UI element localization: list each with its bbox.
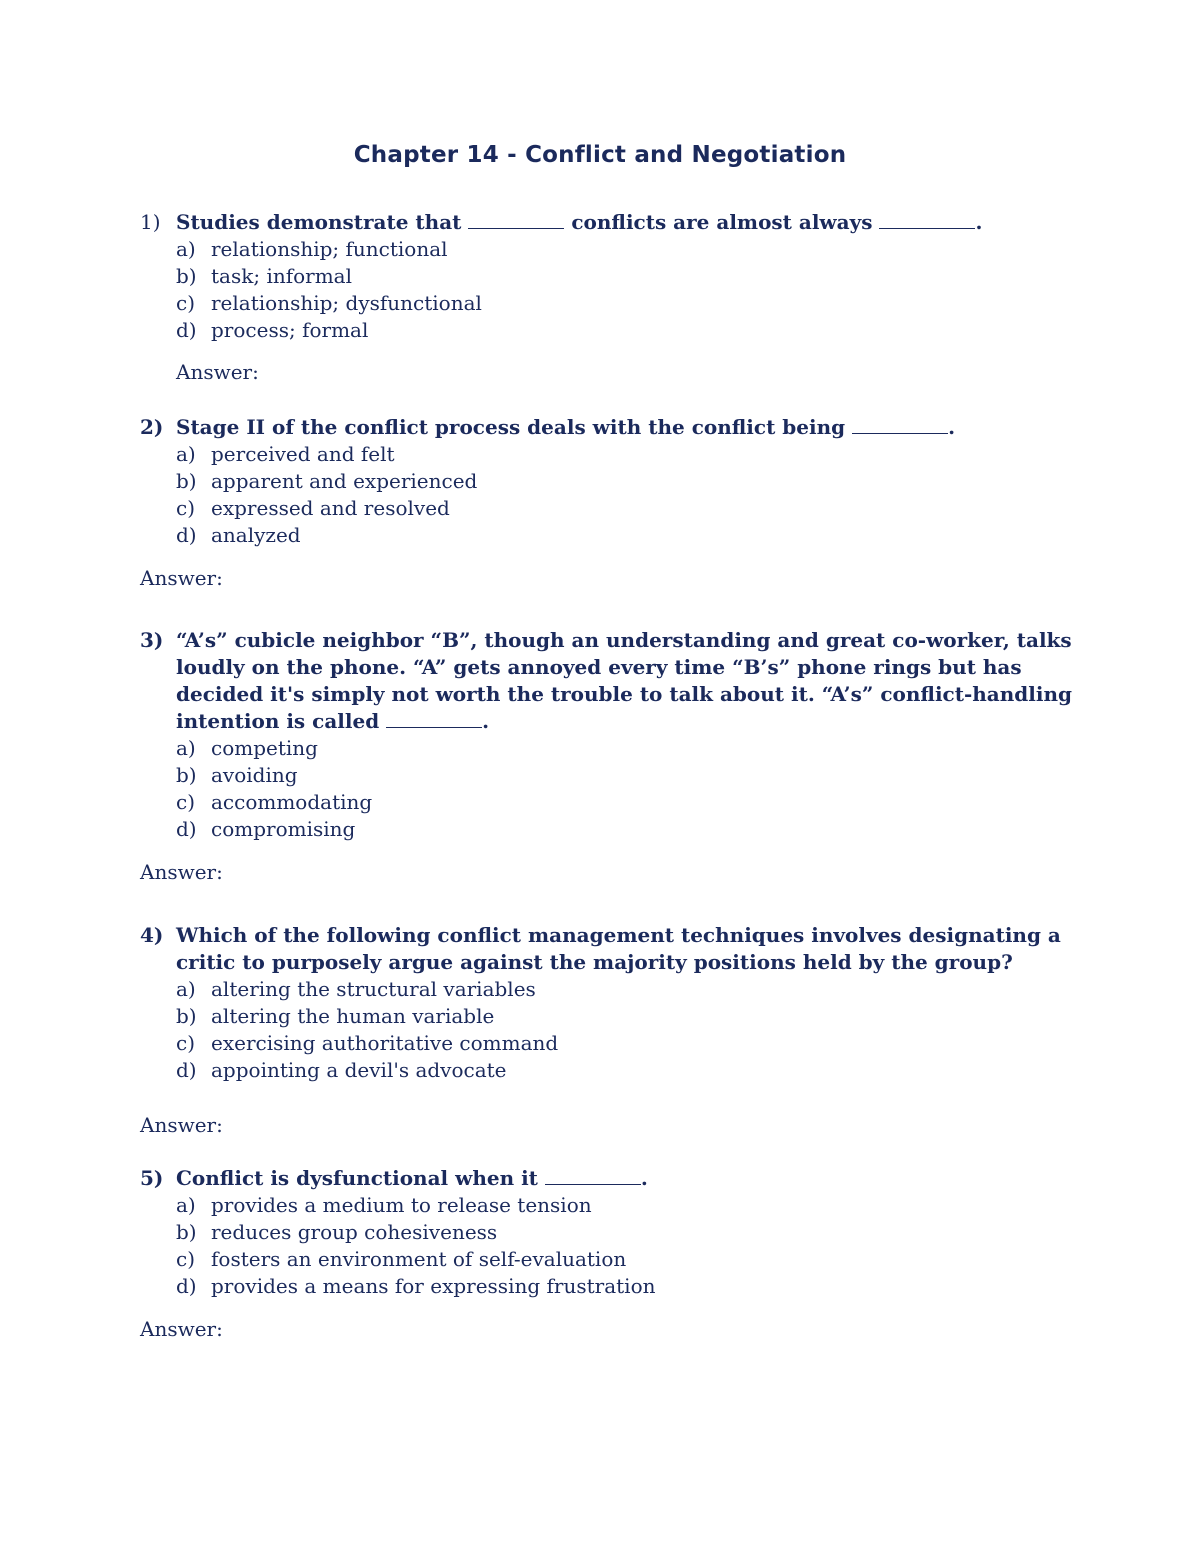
answer-blank — [852, 415, 948, 434]
option-label: b) — [176, 264, 197, 288]
option-d — [140, 1057, 1080, 1084]
option-label: a) — [176, 1193, 196, 1217]
option-b — [140, 468, 1080, 495]
question-5-text-after: . — [640, 1166, 648, 1190]
option-text: perceived and felt — [211, 442, 395, 466]
option-c — [140, 1030, 1080, 1057]
answer-blank — [879, 210, 975, 229]
option-text: appointing a devil's advocate — [211, 1058, 507, 1082]
answer-blank — [545, 1166, 641, 1185]
question-5-stem — [140, 1165, 1080, 1192]
option-label: d) — [176, 817, 197, 841]
option-label: d) — [176, 523, 197, 547]
option-d — [140, 816, 1080, 843]
option-label: b) — [176, 1220, 197, 1244]
question-1-answer: Answer: — [176, 360, 259, 384]
option-text: compromising — [211, 817, 356, 841]
question-4 — [140, 922, 1080, 1084]
option-label: a) — [176, 736, 196, 760]
option-label: c) — [176, 291, 196, 315]
option-text: altering the structural variables — [211, 977, 536, 1001]
option-label: b) — [176, 1004, 197, 1028]
option-label: c) — [176, 496, 196, 520]
option-label: a) — [176, 442, 196, 466]
answer-blank — [386, 709, 482, 728]
question-3 — [140, 627, 1080, 843]
option-text: fosters an environment of self-evaluation — [211, 1247, 627, 1271]
option-a — [140, 236, 1080, 263]
question-3-text-before: “A’s” cubicle neighbor “B”, though an understanding and great co-worker, talks loudly on the phone. “A” gets annoyed every time “B’s” phone rings but has decided it's simply not worth the trouble to talk about it. “A’s” conflict-handling intention is called — [176, 628, 1073, 733]
option-d — [140, 317, 1080, 344]
question-2-number: 2) — [140, 415, 164, 439]
page-title: Chapter 14 - Conflict and Negotiation — [353, 142, 847, 168]
question-2-text — [176, 414, 1080, 441]
answer-blank — [468, 210, 564, 229]
option-text: competing — [211, 736, 318, 760]
option-label: c) — [176, 790, 196, 814]
option-a — [140, 976, 1080, 1003]
question-5-text-before: Conflict is dysfunctional when it — [176, 1166, 545, 1190]
option-text: provides a medium to release tension — [211, 1193, 592, 1217]
option-label: d) — [176, 318, 197, 342]
option-label: d) — [176, 1058, 197, 1082]
question-5-answer: Answer: — [140, 1317, 223, 1341]
option-text: process; formal — [211, 318, 369, 342]
question-2-text-after: . — [948, 415, 956, 439]
question-5-number: 5) — [140, 1166, 164, 1190]
option-text: relationship; dysfunctional — [211, 291, 482, 315]
option-text: task; informal — [211, 264, 353, 288]
question-4-text: Which of the following conflict management techniques involves designating a critic to purposely argue against the majority positions held by the group? — [176, 923, 1061, 974]
option-text: apparent and experienced — [211, 469, 478, 493]
question-4-stem — [140, 922, 1080, 976]
option-label: a) — [176, 977, 196, 1001]
option-label: c) — [176, 1247, 196, 1271]
question-4-number: 4) — [140, 923, 164, 947]
option-text: altering the human variable — [211, 1004, 495, 1028]
question-5-text — [176, 1165, 1080, 1192]
question-2-answer: Answer: — [140, 566, 223, 590]
option-label: c) — [176, 1031, 196, 1055]
option-a — [140, 441, 1080, 468]
option-text: accommodating — [211, 790, 373, 814]
option-d — [140, 1273, 1080, 1300]
option-a — [140, 735, 1080, 762]
question-2-text-before: Stage II of the conflict process deals with the conflict being — [176, 415, 853, 439]
option-d — [140, 522, 1080, 549]
question-3-answer: Answer: — [140, 860, 223, 884]
question-2 — [140, 414, 1080, 549]
option-text: exercising authoritative command — [211, 1031, 559, 1055]
option-a — [140, 1192, 1080, 1219]
option-label: b) — [176, 763, 197, 787]
question-1-text — [176, 209, 1080, 236]
option-c — [140, 495, 1080, 522]
question-3-number: 3) — [140, 628, 164, 652]
option-b — [140, 1003, 1080, 1030]
question-1-number: 1) — [140, 210, 161, 234]
question-5 — [140, 1165, 1080, 1300]
option-text: expressed and resolved — [211, 496, 450, 520]
option-text: avoiding — [211, 763, 298, 787]
question-4-answer: Answer: — [140, 1113, 223, 1137]
question-3-text — [176, 627, 1080, 735]
option-b — [140, 762, 1080, 789]
option-text: provides a means for expressing frustration — [211, 1274, 656, 1298]
question-1-text-before: Studies demonstrate that — [176, 210, 469, 234]
question-1-text-middle: conflicts are almost always — [564, 210, 880, 234]
option-b — [140, 1219, 1080, 1246]
question-3-text-after: . — [482, 709, 490, 733]
option-c — [140, 789, 1080, 816]
option-c — [140, 1246, 1080, 1273]
option-b — [140, 263, 1080, 290]
question-1-stem — [140, 209, 1080, 236]
option-text: reduces group cohesiveness — [211, 1220, 498, 1244]
option-c — [140, 290, 1080, 317]
option-text: analyzed — [211, 523, 301, 547]
question-3-stem — [140, 627, 1080, 735]
option-label: d) — [176, 1274, 197, 1298]
question-1-text-after: . — [975, 210, 983, 234]
question-2-stem — [140, 414, 1080, 441]
question-1 — [140, 209, 1080, 344]
option-label: b) — [176, 469, 197, 493]
option-text: relationship; functional — [211, 237, 448, 261]
option-label: a) — [176, 237, 196, 261]
